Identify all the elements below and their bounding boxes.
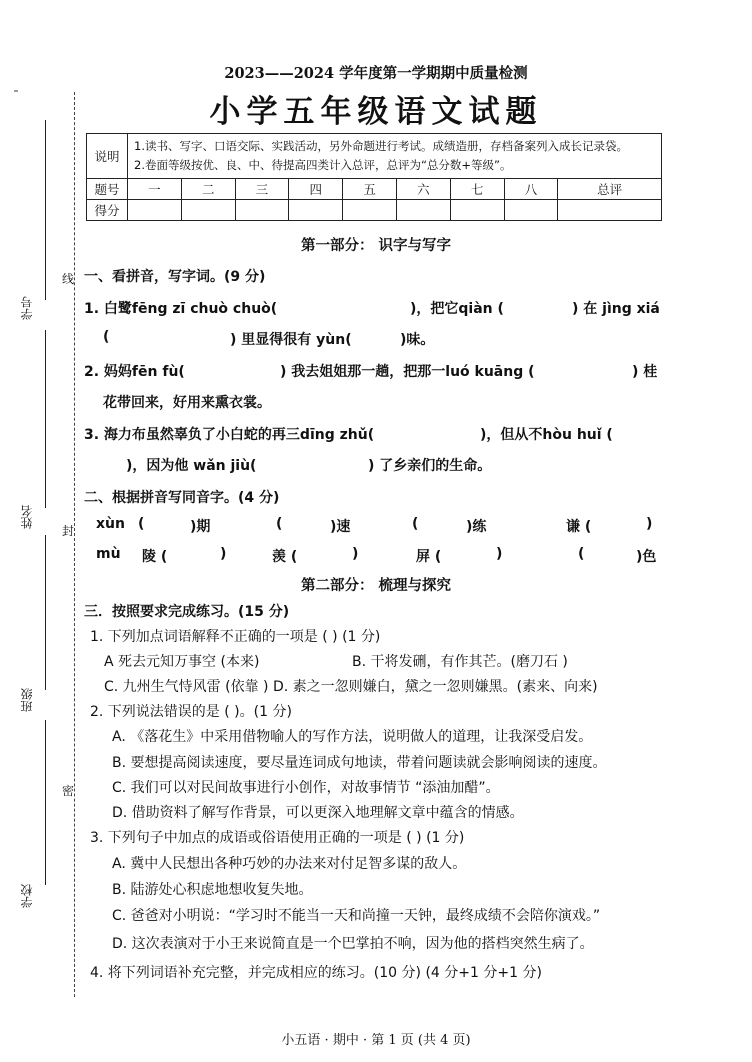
q1-1-part-b: )，把它qiàn ( <box>410 301 504 317</box>
q3-2-option-a: A. 《落花生》中采用借物喻人的写作方法，说明做人的道理，让我深受启发。 <box>112 729 593 745</box>
class-label: 班级 <box>20 688 34 712</box>
q2-pinyin-mu: mù <box>96 546 121 562</box>
q2-word: 羡 ( <box>272 549 298 565</box>
q2-word: )速 <box>330 519 351 535</box>
score-cell[interactable] <box>343 200 397 221</box>
score-label: 得分 <box>87 200 128 221</box>
q3-title: 三．按照要求完成练习。(15 分) <box>84 604 290 620</box>
q2-title: 二、根据拼音写同音字。(4 分) <box>84 490 280 506</box>
q2-blank-open: ( <box>276 516 283 532</box>
school-label: 学校 <box>20 884 34 908</box>
part1-heading: 第一部分： 识字与写字 <box>300 237 452 254</box>
q2-blank-close: ) <box>352 546 359 562</box>
exam-title: 小学五年级语文试题 <box>209 94 543 130</box>
q2-blank-open: ( <box>412 516 419 532</box>
score-cell[interactable] <box>558 200 662 221</box>
score-cell[interactable] <box>396 200 450 221</box>
student-id-label: 学号 <box>20 296 34 320</box>
score-cell[interactable] <box>450 200 504 221</box>
q3-2-stem: 2. 下列说法错误的是 ( )。(1 分) <box>90 704 292 720</box>
student-id-write-line[interactable] <box>45 120 46 300</box>
q3-3-stem: 3. 下列句子中加点的成语或俗语使用正确的一项是 ( ) (1 分) <box>90 830 465 846</box>
col-header: 八 <box>504 179 558 200</box>
q1-1-part-d: ( <box>103 329 110 345</box>
q3-1-option-a: A 死去元知万事空 (本来) <box>104 654 260 670</box>
binding-dashed-line <box>74 92 75 997</box>
q2-pinyin-xun: xùn <box>96 516 125 532</box>
q2-blank-open: ( <box>138 516 145 532</box>
q3-2-option-c: C. 我们可以对民间故事进行小创作，对故事情节 “添油加醋”。 <box>112 780 500 796</box>
score-cell[interactable] <box>235 200 289 221</box>
q1-2-part-b: ) 我去姐姐那一趟，把那一luó kuāng ( <box>280 364 535 380</box>
q3-3-option-b: B. 陆游处心积虑地想收复失地。 <box>112 882 313 898</box>
col-header: 总评 <box>558 179 662 200</box>
q1-2-part-d: 花带回来，好用来熏衣裳。 <box>103 395 271 411</box>
desc-label: 说明 <box>87 134 128 179</box>
question-number-label: 题号 <box>87 179 128 200</box>
score-cell[interactable] <box>181 200 235 221</box>
exam-header: 2023——2024 学年度第一学期期中质量检测 <box>224 65 528 82</box>
q1-1-part-c: ) 在 jìng xiá <box>572 301 660 317</box>
q2-word: 陵 ( <box>142 549 168 565</box>
q3-1-option-b: B. 干将发硎，有作其芒。(磨刀石 ) <box>352 654 568 670</box>
q1-2-part-c: ) 桂 <box>632 364 658 380</box>
school-write-line[interactable] <box>45 720 46 885</box>
seal-line-char: 线 <box>62 268 74 289</box>
q1-1-part-e: ) 里显得很有 yùn( <box>230 332 352 348</box>
score-table <box>86 133 662 221</box>
part2-heading: 第二部分： 梳理与探究 <box>300 577 452 594</box>
col-header: 四 <box>289 179 343 200</box>
q3-3-option-a: A. 冀中人民想出各种巧妙的办法来对付足智多谋的敌人。 <box>112 856 467 872</box>
q1-title: 一、看拼音，写字词。(9 分) <box>84 269 266 285</box>
col-header: 三 <box>235 179 289 200</box>
q2-word: 谦 ( <box>566 519 592 535</box>
q2-blank-open: ( <box>578 546 585 562</box>
q2-word: 屏 ( <box>416 549 442 565</box>
q1-3-part-b: )，但从不hòu huǐ ( <box>480 427 613 443</box>
q3-2-option-d: D. 借助资料了解写作背景，可以更深入地理解文章中蕴含的情感。 <box>112 805 524 821</box>
name-label: 姓名 <box>20 505 34 529</box>
desc-line-2: 2.卷面等级按优、良、中、待提高四类计入总评，总评为“总分数+等级”。 <box>134 158 512 172</box>
desc-text <box>128 134 662 179</box>
class-write-line[interactable] <box>45 535 46 690</box>
score-cell[interactable] <box>128 200 182 221</box>
q1-1-part-f: )味。 <box>400 332 435 348</box>
page-footer: 小五语 · 期中 · 第 1 页 (共 4 页) <box>281 1033 471 1048</box>
q2-blank-close: ) <box>646 516 653 532</box>
col-header: 五 <box>343 179 397 200</box>
seal-secret-char: 密 <box>62 780 74 801</box>
q2-word: )练 <box>466 519 487 535</box>
q3-1-option-cd: C. 九州生气恃风雷 (依靠 ) D. 素之一忽则嫌白，黛之一忽则嫌黑。(素来、向来) <box>104 679 598 695</box>
q2-blank-close: ) <box>220 546 227 562</box>
q3-3-option-d: D. 这次表演对于小王来说简直是一个巴掌拍不响，因为他的搭档突然生病了。 <box>112 936 594 952</box>
q2-word: )期 <box>190 519 211 535</box>
q1-1-part-a: 1. 白鹭fēng zī chuò chuò( <box>84 301 278 317</box>
q1-3-part-d: ) 了乡亲们的生命。 <box>368 458 492 474</box>
q3-1-stem: 1. 下列加点词语解释不正确的一项是 ( ) (1 分) <box>90 629 381 645</box>
q3-2-option-b: B. 要想提高阅读速度，要尽量连词成句地读，带着问题读就会影响阅读的速度。 <box>112 755 607 771</box>
col-header: 六 <box>396 179 450 200</box>
name-write-line[interactable] <box>45 330 46 508</box>
q1-3-part-a: 3. 海力布虽然辜负了小白蛇的再三dīng zhǔ( <box>84 427 375 443</box>
col-header: 二 <box>181 179 235 200</box>
score-cell[interactable] <box>289 200 343 221</box>
q1-2-part-a: 2. 妈妈fēn fù( <box>84 364 185 380</box>
col-header: 一 <box>128 179 182 200</box>
desc-line-1: 1.读书、写字、口语交际、实践活动，另外命题进行考试。成绩造册，存档备案列入成长记录袋。 <box>134 139 628 153</box>
q3-4-stem: 4. 将下列词语补充完整，并完成相应的练习。(10 分) (4 分+1 分+1 分) <box>90 965 542 981</box>
q2-blank-close: ) <box>496 546 503 562</box>
q1-3-part-c: )，因为他 wǎn jiù( <box>126 458 257 474</box>
col-header: 七 <box>450 179 504 200</box>
q2-word: )色 <box>636 549 657 565</box>
q3-3-option-c: C. 爸爸对小明说：“学习时不能当一天和尚撞一天钟，最终成绩不会陪你演戏。” <box>112 908 601 924</box>
seal-seal-char: 封 <box>62 520 74 541</box>
score-cell[interactable] <box>504 200 558 221</box>
